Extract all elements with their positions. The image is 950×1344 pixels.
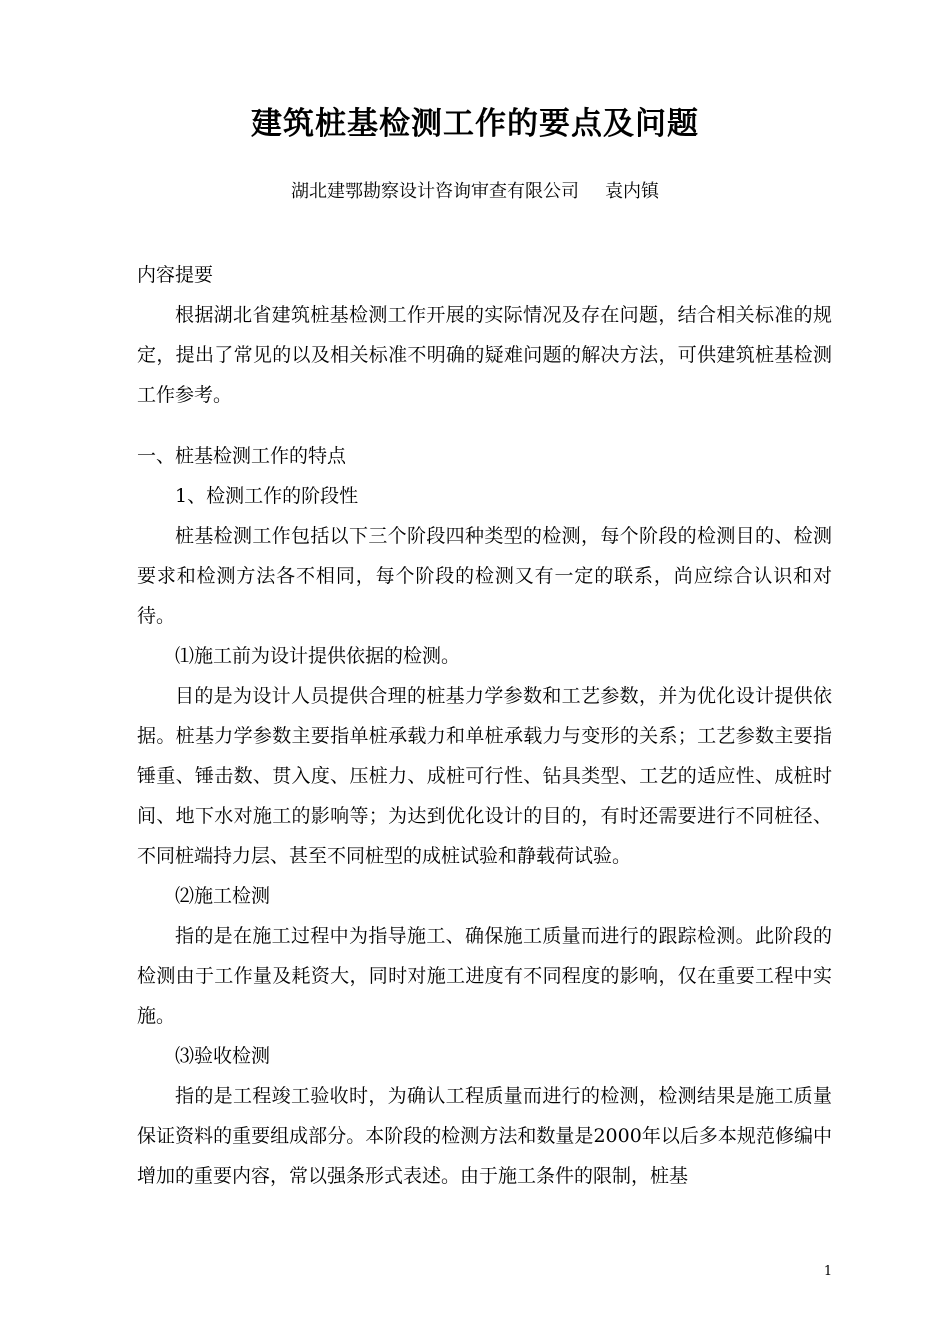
item-heading-1: ⑴施工前为设计提供依据的检测。	[175, 645, 461, 667]
author-line	[0, 174, 950, 210]
document-title: 建筑桩基检测工作的要点及问题	[251, 106, 699, 142]
abstract-paragraph: 根据湖北省建筑桩基检测工作开展的实际情况及存在问题，结合相关标准的规定，提出了常见的以及相关标准不明确的疑难问题的解决方法，可供建筑桩基检测工作参考。	[137, 304, 832, 406]
document-body	[137, 255, 832, 1196]
intro-paragraph: 桩基检测工作包括以下三个阶段四种类型的检测，每个阶段的检测目的、检测要求和检测方法各不相同，每个阶段的检测又有一定的联系，尚应综合认识和对待。	[137, 525, 832, 627]
section-heading: 一、桩基检测工作的特点	[137, 445, 347, 467]
page-number: 1	[823, 1264, 833, 1279]
item-heading-2: ⑵施工检测	[175, 885, 271, 907]
item-heading-3: ⑶验收检测	[175, 1045, 271, 1067]
item-paragraph-1: 目的是为设计人员提供合理的桩基力学参数和工艺参数，并为优化设计提供依据。桩基力学参数主要指单桩承载力和单桩承载力与变形的关系；工艺参数主要指锤重、锤击数、贯入度、压桩力、成桩可行性、钻具类型、工艺的适应性、成桩时间、地下水对施工的影响等；为达到优化设计的目的，有时还需要进行不同桩径、不同桩端持力层、甚至不同桩型的成桩试验和静载荷试验。	[137, 685, 832, 867]
subsection-heading: 1、检测工作的阶段性	[175, 485, 359, 507]
author-organization: 湖北建鄂勘察设计咨询审查有限公司	[291, 181, 579, 202]
item-paragraph-3: 指的是工程竣工验收时，为确认工程质量而进行的检测，检测结果是施工质量保证资料的重要组成部分。本阶段的检测方法和数量是2000年以后多本规范修编中增加的重要内容，常以强条形式表述。由于施工条件的限制，桩基	[137, 1085, 832, 1187]
abstract-heading: 内容提要	[137, 264, 214, 286]
author-name: 袁内镇	[605, 181, 659, 202]
item-paragraph-2: 指的是在施工过程中为指导施工、确保施工质量而进行的跟踪检测。此阶段的检测由于工作量及耗资大，同时对施工进度有不同程度的影响，仅在重要工程中实施。	[137, 925, 832, 1027]
